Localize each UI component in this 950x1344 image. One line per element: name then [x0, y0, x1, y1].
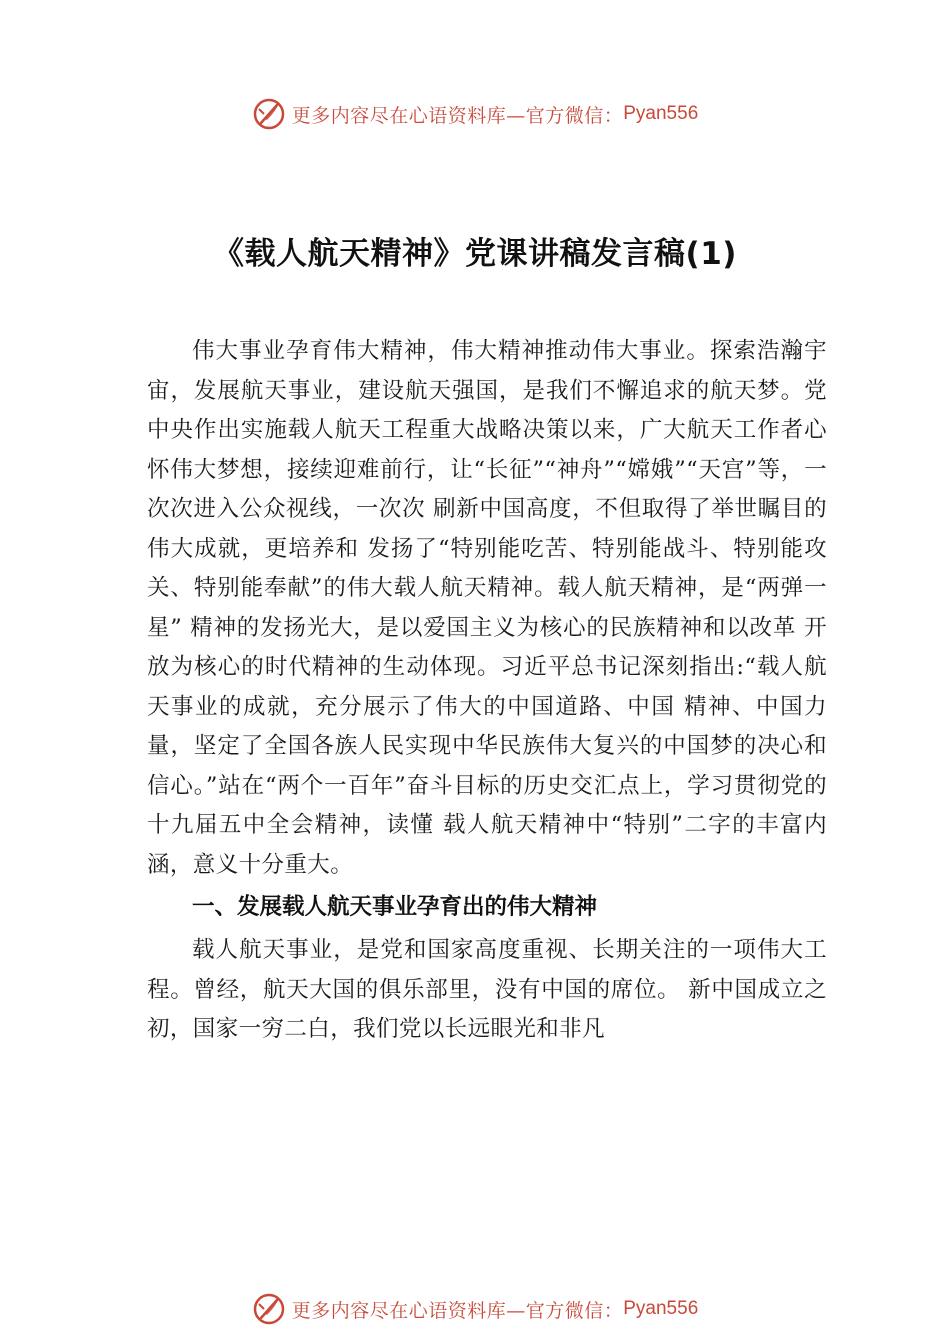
watermark-text: 更多内容尽在心语资料库—官方微信：: [291, 1299, 624, 1322]
watermark-wechat-id: Pyan556: [623, 1298, 699, 1319]
section-heading: 一、发展载人航天事业孕育出的伟大精神: [192, 894, 598, 920]
quill-logo-icon: [252, 97, 286, 131]
intro-paragraph: 伟大事业孕育伟大精神，伟大精神推动伟大事业。探索浩瀚宇宙，发展航天事业，建设航天强国，是我们不懈追求的航天梦。党中央作出实施载人航天工程重大战略决策以来，广大航天工作者心怀伟大梦想，接续迎难前行，让“长征”“神舟”“嫦娥”“天宫”等，一次次进入公众视线，一次次 刷新中国高度，不但取得了举世瞩目的伟大成就，更培养和 发扬了“特别能吃苦、特别能战斗、特别能攻关、特别能奉献”的伟大载人航天精神。载人航天精神，是“两弹一星” 精神的发扬光大，是以爱国主义为核心的民族精神和以改革 开放为核心的时代精神的生动体现。习近平总书记深刻指出:“载人航天事业的成就，充分展示了伟大的中国道路、中国 精神、中国力量，坚定了全国各族人民实现中华民族伟大复兴的中国梦的决心和信心。”站在“两个一百年”奋斗目标的历史交汇点上，学习贯彻党的十九届五中全会精神，读懂 载人航天精神中“特别”二字的丰富内涵，意义十分重大。: [147, 338, 827, 878]
quill-logo-icon: [252, 1292, 286, 1326]
document-title: 《载人航天精神》党课讲稿发言稿(1): [213, 236, 737, 272]
watermark-wechat-id: Pyan556: [623, 103, 699, 124]
header-watermark: [0, 94, 950, 134]
document-body: [147, 332, 827, 1050]
watermark-text: 更多内容尽在心语资料库—官方微信：: [291, 104, 624, 127]
footer-watermark: [0, 1289, 950, 1329]
section-paragraph: 载人航天事业，是党和国家高度重视、长期关注的一项伟大工程。曾经，航天大国的俱乐部里，没有中国的席位。 新中国成立之初，国家一穷二白，我们党以长远眼光和非凡: [147, 937, 827, 1042]
